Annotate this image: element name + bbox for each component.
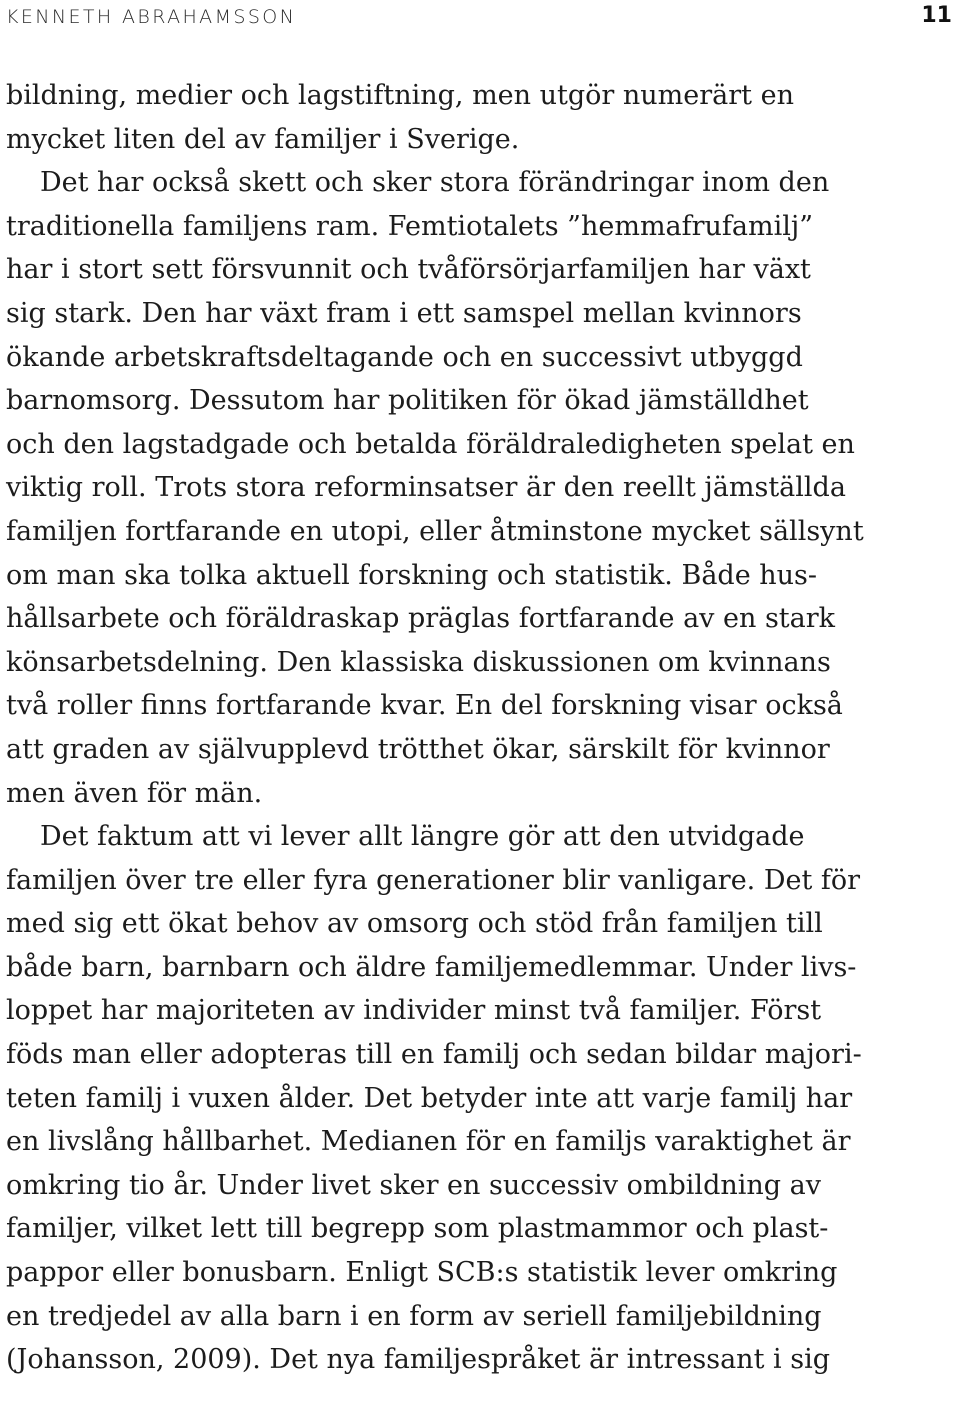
text-line: könsarbetsdelning. Den klassiska diskussionen om kvinnans <box>6 646 831 678</box>
text-line: familjen fortfarande en utopi, eller åtminstone mycket sällsynt <box>6 515 864 547</box>
text-line: ökande arbetskraftsdeltagande och en successivt utbyggd <box>6 341 803 373</box>
text-line: och den lagstadgade och betalda föräldraledigheten spelat en <box>6 428 855 460</box>
text-line: viktig roll. Trots stora reforminsatser är den reellt jämställda <box>6 472 846 504</box>
text-line: mycket liten del av familjer i Sverige. <box>6 123 520 155</box>
text-line: teten familj i vuxen ålder. Det betyder inte att varje familj har <box>6 1082 853 1114</box>
text-line: Det har också skett och sker stora förändringar inom den <box>40 167 830 199</box>
text-line: familjer, vilket lett till begrepp som plastmammor och plast- <box>6 1213 829 1245</box>
paragraph-1 <box>6 74 956 161</box>
text-line: omkring tio år. Under livet sker en successiv ombildning av <box>6 1169 821 1201</box>
text-line: bildning, medier och lagstiftning, men utgör numerärt en <box>6 80 794 111</box>
text-line: hållsarbete och föräldraskap präglas fortfarande av en stark <box>6 603 836 635</box>
text-line: Det faktum att vi lever allt längre gör att den utvidgade <box>40 821 805 853</box>
text-line: om man ska tolka aktuell forskning och statistik. Både hus- <box>6 559 818 591</box>
paragraph-3 <box>6 815 956 1382</box>
text-line: föds man eller adopteras till en familj och sedan bildar majori- <box>6 1039 862 1071</box>
text-line: med sig ett ökat behov av omsorg och stöd från familjen till <box>6 908 823 940</box>
text-line: (Johansson, 2009). Det nya familjespråket är intressant i sig <box>6 1344 831 1376</box>
text-line: men även för män. <box>6 777 263 809</box>
text-line: familjen över tre eller fyra generationer blir vanligare. Det för <box>6 864 861 896</box>
running-head: KENNETH ABRAHAMSSON <box>6 6 297 28</box>
text-line: loppet har majoriteten av individer minst två familjer. Först <box>6 995 822 1027</box>
text-line: både barn, barnbarn och äldre familjemedlemmar. Under livs- <box>6 951 857 983</box>
text-line: en livslång hållbarhet. Medianen för en familjs varaktighet är <box>6 1126 851 1158</box>
text-line: barnomsorg. Dessutom har politiken för ökad jämställdhet <box>6 385 809 417</box>
text-line: en tredjedel av alla barn i en form av seriell familjebildning <box>6 1300 822 1332</box>
page-number: 11 <box>921 3 952 28</box>
text-line: att graden av självupplevd trötthet ökar, särskilt för kvinnor <box>6 733 830 765</box>
text-line: har i stort sett försvunnit och tvåförsörjarfamiljen har växt <box>6 254 811 286</box>
text-line: traditionella familjens ram. Femtiotalets ”hemmafrufamilj” <box>6 210 814 242</box>
text-line: pappor eller bonusbarn. Enligt SCB:s statistik lever omkring <box>6 1257 838 1289</box>
paragraph-2 <box>6 161 956 815</box>
text-line: sig stark. Den har växt fram i ett samspel mellan kvinnors <box>6 297 802 329</box>
text-line: två roller finns fortfarande kvar. En del forskning visar också <box>6 690 843 722</box>
body-text <box>6 74 956 1382</box>
